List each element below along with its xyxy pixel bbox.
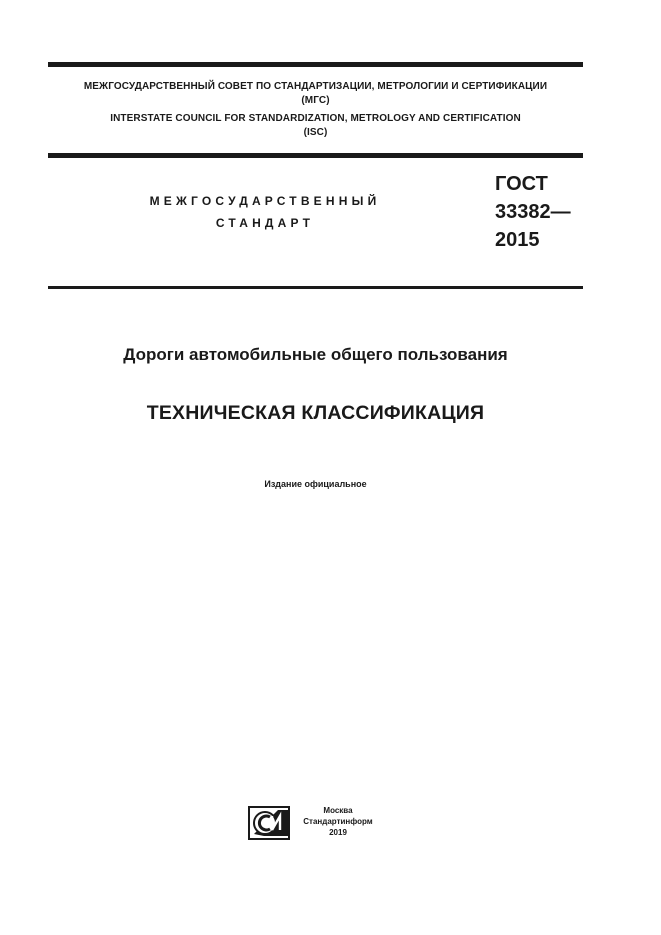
top-rule <box>48 62 583 67</box>
standard-type <box>110 190 420 234</box>
council-abbr-ru: (МГС) <box>301 95 330 106</box>
council-name-ru-line: МЕЖГОСУДАРСТВЕННЫЙ СОВЕТ ПО СТАНДАРТИЗАЦИИ, МЕТРОЛОГИИ И СЕРТИФИКАЦИИ <box>83 81 548 92</box>
document-title: Дороги автомобильные общего пользования <box>123 345 508 364</box>
council-abbr-en: (ISC) <box>303 127 328 138</box>
publisher-name: Стандартинформ <box>303 817 373 826</box>
council-name-en <box>48 112 583 140</box>
edition-note: Издание официальное <box>264 479 367 489</box>
gost-number: 33382— <box>495 201 571 223</box>
standard-type-line2: СТАНДАРТ <box>215 216 315 230</box>
publisher-year: 2019 <box>329 828 347 837</box>
publisher-city: Москва <box>323 806 353 815</box>
council-name-en-line: INTERSTATE COUNCIL FOR STANDARDIZATION, METROLOGY AND CERTIFICATION <box>110 113 521 124</box>
standard-type-line1: МЕЖГОСУДАРСТВЕННЫЙ <box>149 194 381 208</box>
gost-label: ГОСТ <box>495 173 548 195</box>
standartinform-logo-icon <box>248 806 290 840</box>
gost-designation <box>495 170 571 254</box>
document-subtitle: ТЕХНИЧЕСКАЯ КЛАССИФИКАЦИЯ <box>146 402 485 424</box>
publisher-info <box>298 805 378 838</box>
council-name-ru <box>48 80 583 108</box>
gost-year: 2015 <box>495 229 540 251</box>
bottom-rule <box>48 286 583 289</box>
middle-rule <box>48 153 583 158</box>
